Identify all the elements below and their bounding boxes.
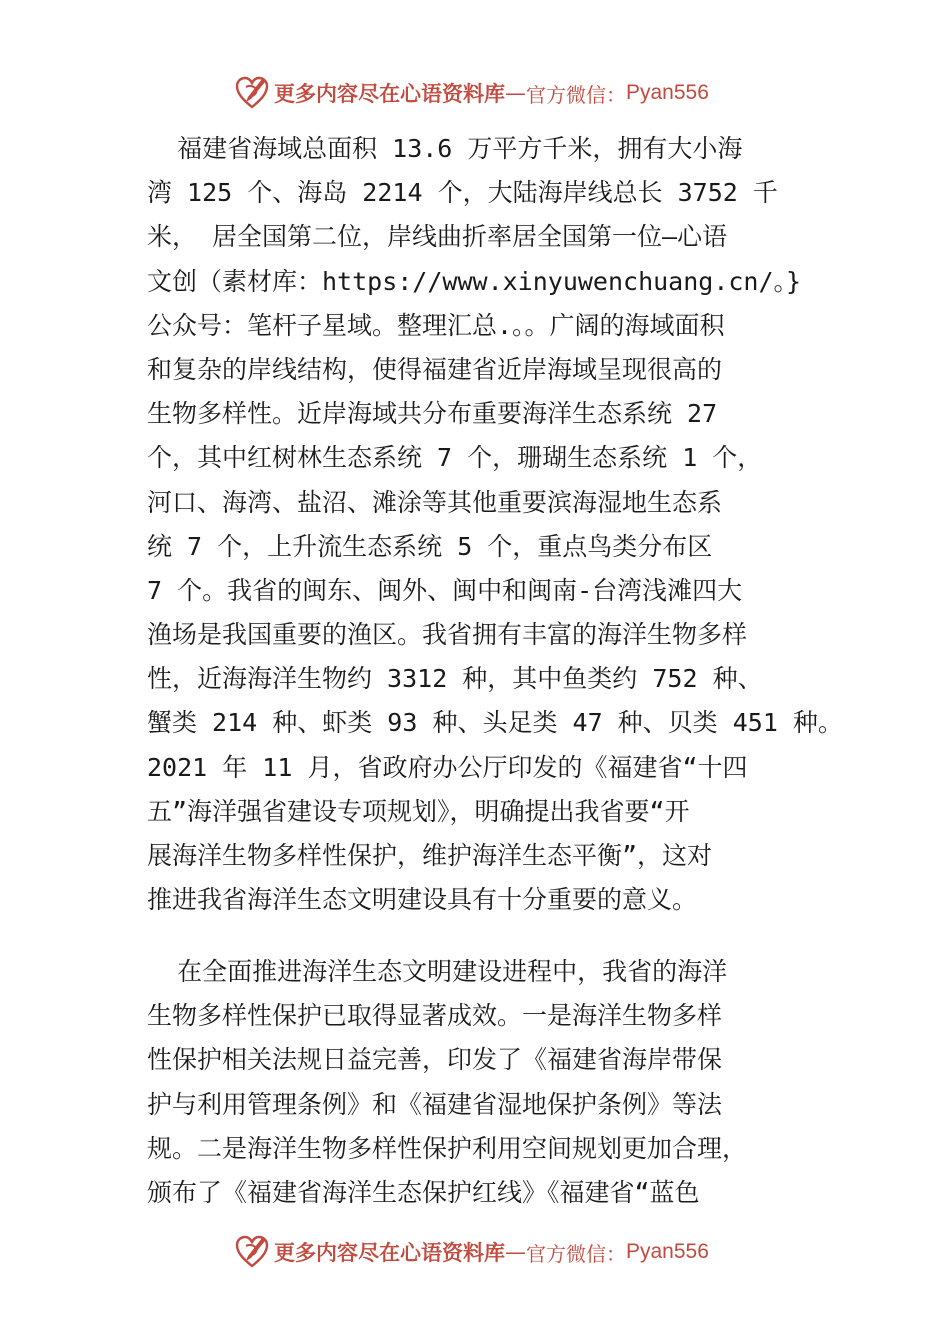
text-line: 颁布了《福建省海洋生态保护红线》《福建省“蓝色 bbox=[147, 1177, 700, 1207]
text-line: 推进我省海洋生态文明建设具有十分重要的意义。 bbox=[147, 885, 698, 915]
text-line: 文创（素材库：https://www.xinyuwenchuang.cn/。} bbox=[147, 266, 802, 296]
text-line: 和复杂的岸线结构，使得福建省近岸海域呈现很高的 bbox=[147, 354, 723, 384]
text-line: 公众号：笔杆子星域。整理汇总.。。广阔的海域面积 bbox=[147, 310, 725, 340]
text-line: 个，其中红树林生态系统 7 个，珊瑚生态系统 1 个， bbox=[147, 443, 763, 473]
text-line: 蟹类 214 种、虾类 93 种、头足类 47 种、贝类 451 种。 bbox=[147, 708, 843, 738]
text-line: 7 个。我省的闽东、闽外、闽中和闽南-台湾浅滩四大 bbox=[147, 575, 743, 605]
text-line: 湾 125 个、海岛 2214 个，大陆海岸线总长 3752 千 bbox=[147, 178, 778, 208]
watermark-wechat-label: 官方微信： bbox=[526, 1241, 626, 1266]
watermark-text: 更多内容尽在心语资料库 bbox=[274, 1240, 505, 1265]
watermark-wechat-id: Pyan556 bbox=[626, 1240, 709, 1263]
watermark-banner-top bbox=[234, 73, 754, 113]
paragraph-2 bbox=[147, 950, 827, 1215]
text-line: 展海洋生物多样性保护，维护海洋生态平衡”，这对 bbox=[147, 841, 713, 870]
heart-pen-logo-icon bbox=[234, 1234, 270, 1270]
heart-pen-logo-icon bbox=[234, 75, 270, 111]
watermark-dash: — bbox=[505, 1240, 526, 1264]
text-line: 2021 年 11 月，省政府办公厅印发的《福建省“十四 bbox=[147, 752, 748, 782]
watermark-banner-bottom bbox=[234, 1232, 754, 1272]
text-line: 统 7 个，上升流生态系统 5 个，重点鸟类分布区 bbox=[147, 531, 713, 561]
text-line: 规。二是海洋生物多样性保护利用空间规划更加合理， bbox=[147, 1133, 748, 1163]
watermark-text: 更多内容尽在心语资料库 bbox=[274, 81, 505, 106]
text-line: 福建省海域总面积 13.6 万平方千米，拥有大小海 bbox=[147, 134, 743, 163]
watermark-dash: — bbox=[505, 81, 526, 105]
text-line: 生物多样性保护已取得显著成效。一是海洋生物多样 bbox=[147, 1001, 723, 1031]
text-line: 护与利用管理条例》和《福建省湿地保护条例》等法 bbox=[147, 1089, 723, 1119]
text-line: 性保护相关法规日益完善，印发了《福建省海岸带保 bbox=[147, 1045, 723, 1075]
text-line: 性，近海海洋生物约 3312 种，其中鱼类约 752 种、 bbox=[147, 664, 763, 694]
text-line: 渔场是我国重要的渔区。我省拥有丰富的海洋生物多样 bbox=[147, 620, 748, 650]
paragraph-1 bbox=[147, 127, 843, 922]
watermark-wechat-id: Pyan556 bbox=[626, 81, 709, 104]
text-line: 在全面推进海洋生态文明建设进程中，我省的海洋 bbox=[147, 957, 728, 986]
watermark-wechat-label: 官方微信： bbox=[526, 82, 626, 107]
text-line: 五”海洋强省建设专项规划》，明确提出我省要“开 bbox=[147, 796, 690, 826]
text-line: 河口、海湾、盐沼、滩涂等其他重要滨海湿地生态系 bbox=[147, 487, 723, 517]
text-line: 米， 居全国第二位，岸线曲折率居全国第一位—心语 bbox=[147, 222, 728, 252]
text-line: 生物多样性。近岸海域共分布重要海洋生态系统 27 bbox=[147, 399, 718, 429]
